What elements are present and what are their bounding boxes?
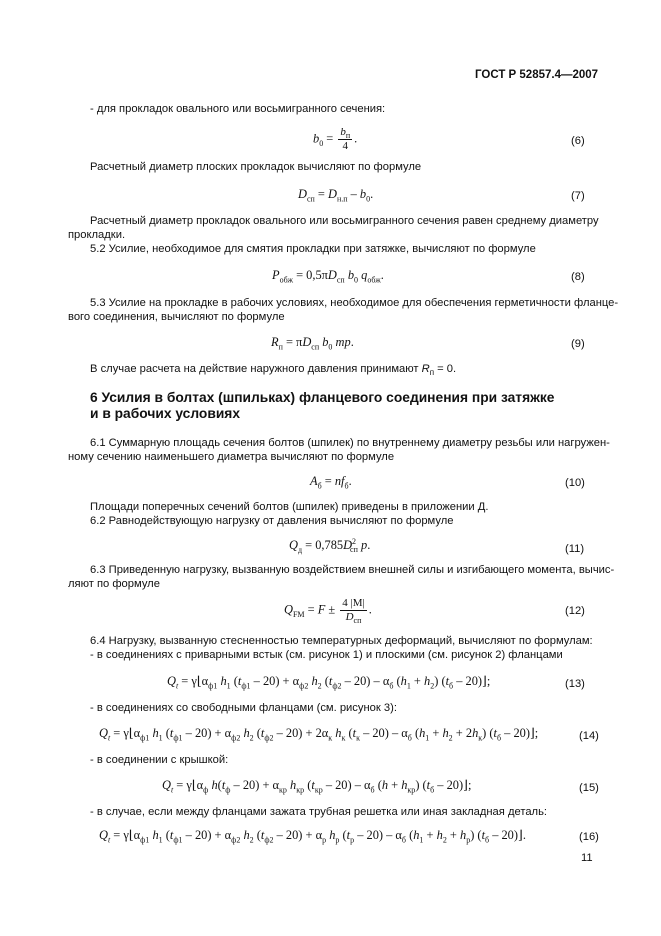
equation-number-7: (7)	[571, 190, 585, 202]
formula-6-denominator: 4	[342, 140, 349, 152]
formula-13-lhs: Q	[167, 674, 176, 688]
formula-9-lhs: R	[271, 335, 279, 349]
equation-number-10: (10)	[565, 477, 585, 489]
paragraph-6-1-line-1: 6.1 Суммарную площадь сечения болтов (шпилек) по внутреннему диаметру резьбы или нагружен-	[90, 437, 610, 449]
paragraph-6-1-line-2: ному сечению наименьшего диаметра вычисляют по формуле	[68, 451, 395, 463]
formula-12: $Q_{FM} = F$ ± $\frac{4 |M|}{D_{сп}}$ .	[284, 597, 372, 626]
formula-14-lhs: Q	[99, 726, 108, 740]
formula-11: $Q_д = 0,785D^2_{сп}$ p.	[289, 536, 371, 555]
formula-12-fraction: $\frac{4 |M|}{D_{сп}}$	[342, 597, 365, 626]
formula-6-lhs: b	[313, 131, 320, 146]
paragraph-tube-sheet: - в случае, если между фланцами зажата трубная решетка или иная закладная деталь:	[90, 806, 548, 818]
equation-number-8: (8)	[571, 271, 585, 283]
formula-7: $D_{сп} = D_{н.п} - b_0$.	[298, 187, 374, 204]
formula-9: $R_п = \pi D_{сп}$ $b_0$ mp.	[271, 335, 354, 352]
formula-8-lhs: P	[272, 268, 280, 282]
paragraph-annex-d: Площади поперечных сечений болтов (шпилек) приведены в приложении Д.	[90, 501, 489, 513]
paragraph-welded-flanges: - в соединениях с приварными встык (см. рисунок 1) и плоскими (см. рисунок 2) фланцами	[90, 649, 563, 661]
equation-number-6: (6)	[571, 135, 585, 147]
paragraph-loose-flanges: - в соединениях со свободными фланцами (см. рисунок 3):	[90, 702, 397, 714]
paragraph-oval-gasket-diameter-1: Расчетный диаметр прокладок овального или восьмигранного сечения равен среднему диаметру	[90, 215, 599, 227]
formula-15-lhs: Q	[162, 778, 171, 792]
external-pressure-value: = 0.	[434, 363, 457, 375]
paragraph-5-2: 5.2 Усилие, необходимое для смятия прокладки при затяжке, вычисляют по формуле	[90, 243, 536, 255]
formula-16-lhs: Q	[99, 828, 108, 842]
standard-designation: ГОСТ Р 52857.4—2007	[475, 69, 599, 81]
paragraph-6-3-line-1: 6.3 Приведенную нагрузку, вызванную воздействием внешней силы и изгибающего момента, вычис-	[90, 564, 615, 576]
paragraph-6-3-line-2: ляют по формуле	[68, 578, 160, 590]
paragraph-5-3-line-1: 5.3 Усилие на прокладке в рабочих условиях, необходимое для обеспечения герметичности фланце-	[90, 297, 619, 309]
formula-6-lhs-sub: 0	[319, 138, 324, 148]
equation-number-9: (9)	[571, 338, 585, 350]
equation-number-13: (13)	[565, 678, 585, 690]
equation-number-16: (16)	[579, 831, 599, 843]
section-6-title-line-1: 6 Усилия в болтах (шпильках) фланцевого соединения при затяжке	[90, 390, 555, 405]
equation-number-14: (14)	[579, 730, 599, 742]
formula-10-lhs: A	[310, 474, 318, 488]
formula-6-numerator: b	[340, 126, 346, 138]
formula-13: $Q_t$ = $\gamma⌊\alpha_{ф1}$ $h_1$ $(t_{ф1} - 20) + \alpha_{ф2}$ $h_2$ $(t_{ф2} - 20) - \alpha_б$ $(h_1 + h_2)$ ($t_б$ – 20)⌋;	[167, 674, 491, 691]
formula-11-lhs: Q	[289, 538, 298, 552]
formula-7-lhs: D	[298, 187, 307, 201]
formula-15: $Q_t$ = $\gamma⌊\alpha_ф$ $h(t_ф - 20) + \alpha_{кр}$ $h_{кр}$ $(t_{кр} - 20) - \alpha_б$ $(h + h_{кр})$ ($t_б$ – 20)⌋;	[162, 778, 472, 795]
paragraph-oval-gasket: - для прокладок овального или восьмигранного сечения:	[90, 103, 386, 115]
external-pressure-text: В случае расчета на действие наружного давления принимают	[90, 363, 422, 375]
paragraph-oval-gasket-diameter-2: прокладки.	[68, 229, 126, 241]
formula-10: $A_б = nf_б$.	[310, 474, 352, 491]
equation-number-12: (12)	[565, 605, 585, 617]
section-6-title-line-2: и в рабочих условиях	[90, 406, 241, 421]
paragraph-6-4: 6.4 Нагрузку, вызванную стесненностью температурных деформаций, вычисляют по формулам:	[90, 635, 593, 647]
paragraph-5-3-line-2: вого соединения, вычисляют по формуле	[68, 311, 285, 323]
paragraph-flat-gasket-diameter: Расчетный диаметр плоских прокладок вычисляют по формуле	[90, 161, 422, 173]
paragraph-6-2: 6.2 Равнодействующую нагрузку от давления вычисляют по формуле	[90, 515, 454, 527]
page-number: 11	[581, 852, 593, 864]
formula-12-lhs: Q	[284, 602, 293, 617]
paragraph-cover: - в соединении с крышкой:	[90, 754, 229, 766]
paragraph-external-pressure: В случае расчета на действие наружного давления принимают $R_п = 0$.	[90, 363, 457, 378]
equation-number-11: (11)	[565, 543, 585, 555]
formula-8: $P_{обж} = 0,5\pi D_{сп}$ $b_0$ $q_{обж}$.	[272, 268, 384, 285]
formula-6: $b_0$ = $\frac{b_п}{4}$ .	[313, 126, 358, 152]
formula-6-fraction	[338, 126, 352, 153]
formula-16: $Q_t$ = $\gamma⌊\alpha_{ф1}$ $h_1$ $(t_{ф1} - 20) + \alpha_{ф2}$ $h_2$ $(t_{ф2} - 20) + \alpha_р$ $h_р$ $(t_р - 20) - \alpha_б$ $(h_1 + h_2 + h_р)$ ($t_б$ – 20)⌋.	[99, 828, 526, 845]
formula-12-numerator: 4 |M|	[342, 597, 365, 609]
equation-number-15: (15)	[579, 782, 599, 794]
formula-14: $Q_t$ = $\gamma⌊\alpha_{ф1}$ $h_1$ $(t_{ф1} - 20) + \alpha_{ф2}$ $h_2$ $(t_{ф2} - 20) + 2\alpha_к$ $h_к$ $(t_к - 20) - \alpha_б$ $(h_1 + h_2 + 2h_к)$ ($t_б$ – 20)⌋;	[99, 726, 539, 743]
formula-6-numerator-sub: п	[345, 131, 351, 141]
